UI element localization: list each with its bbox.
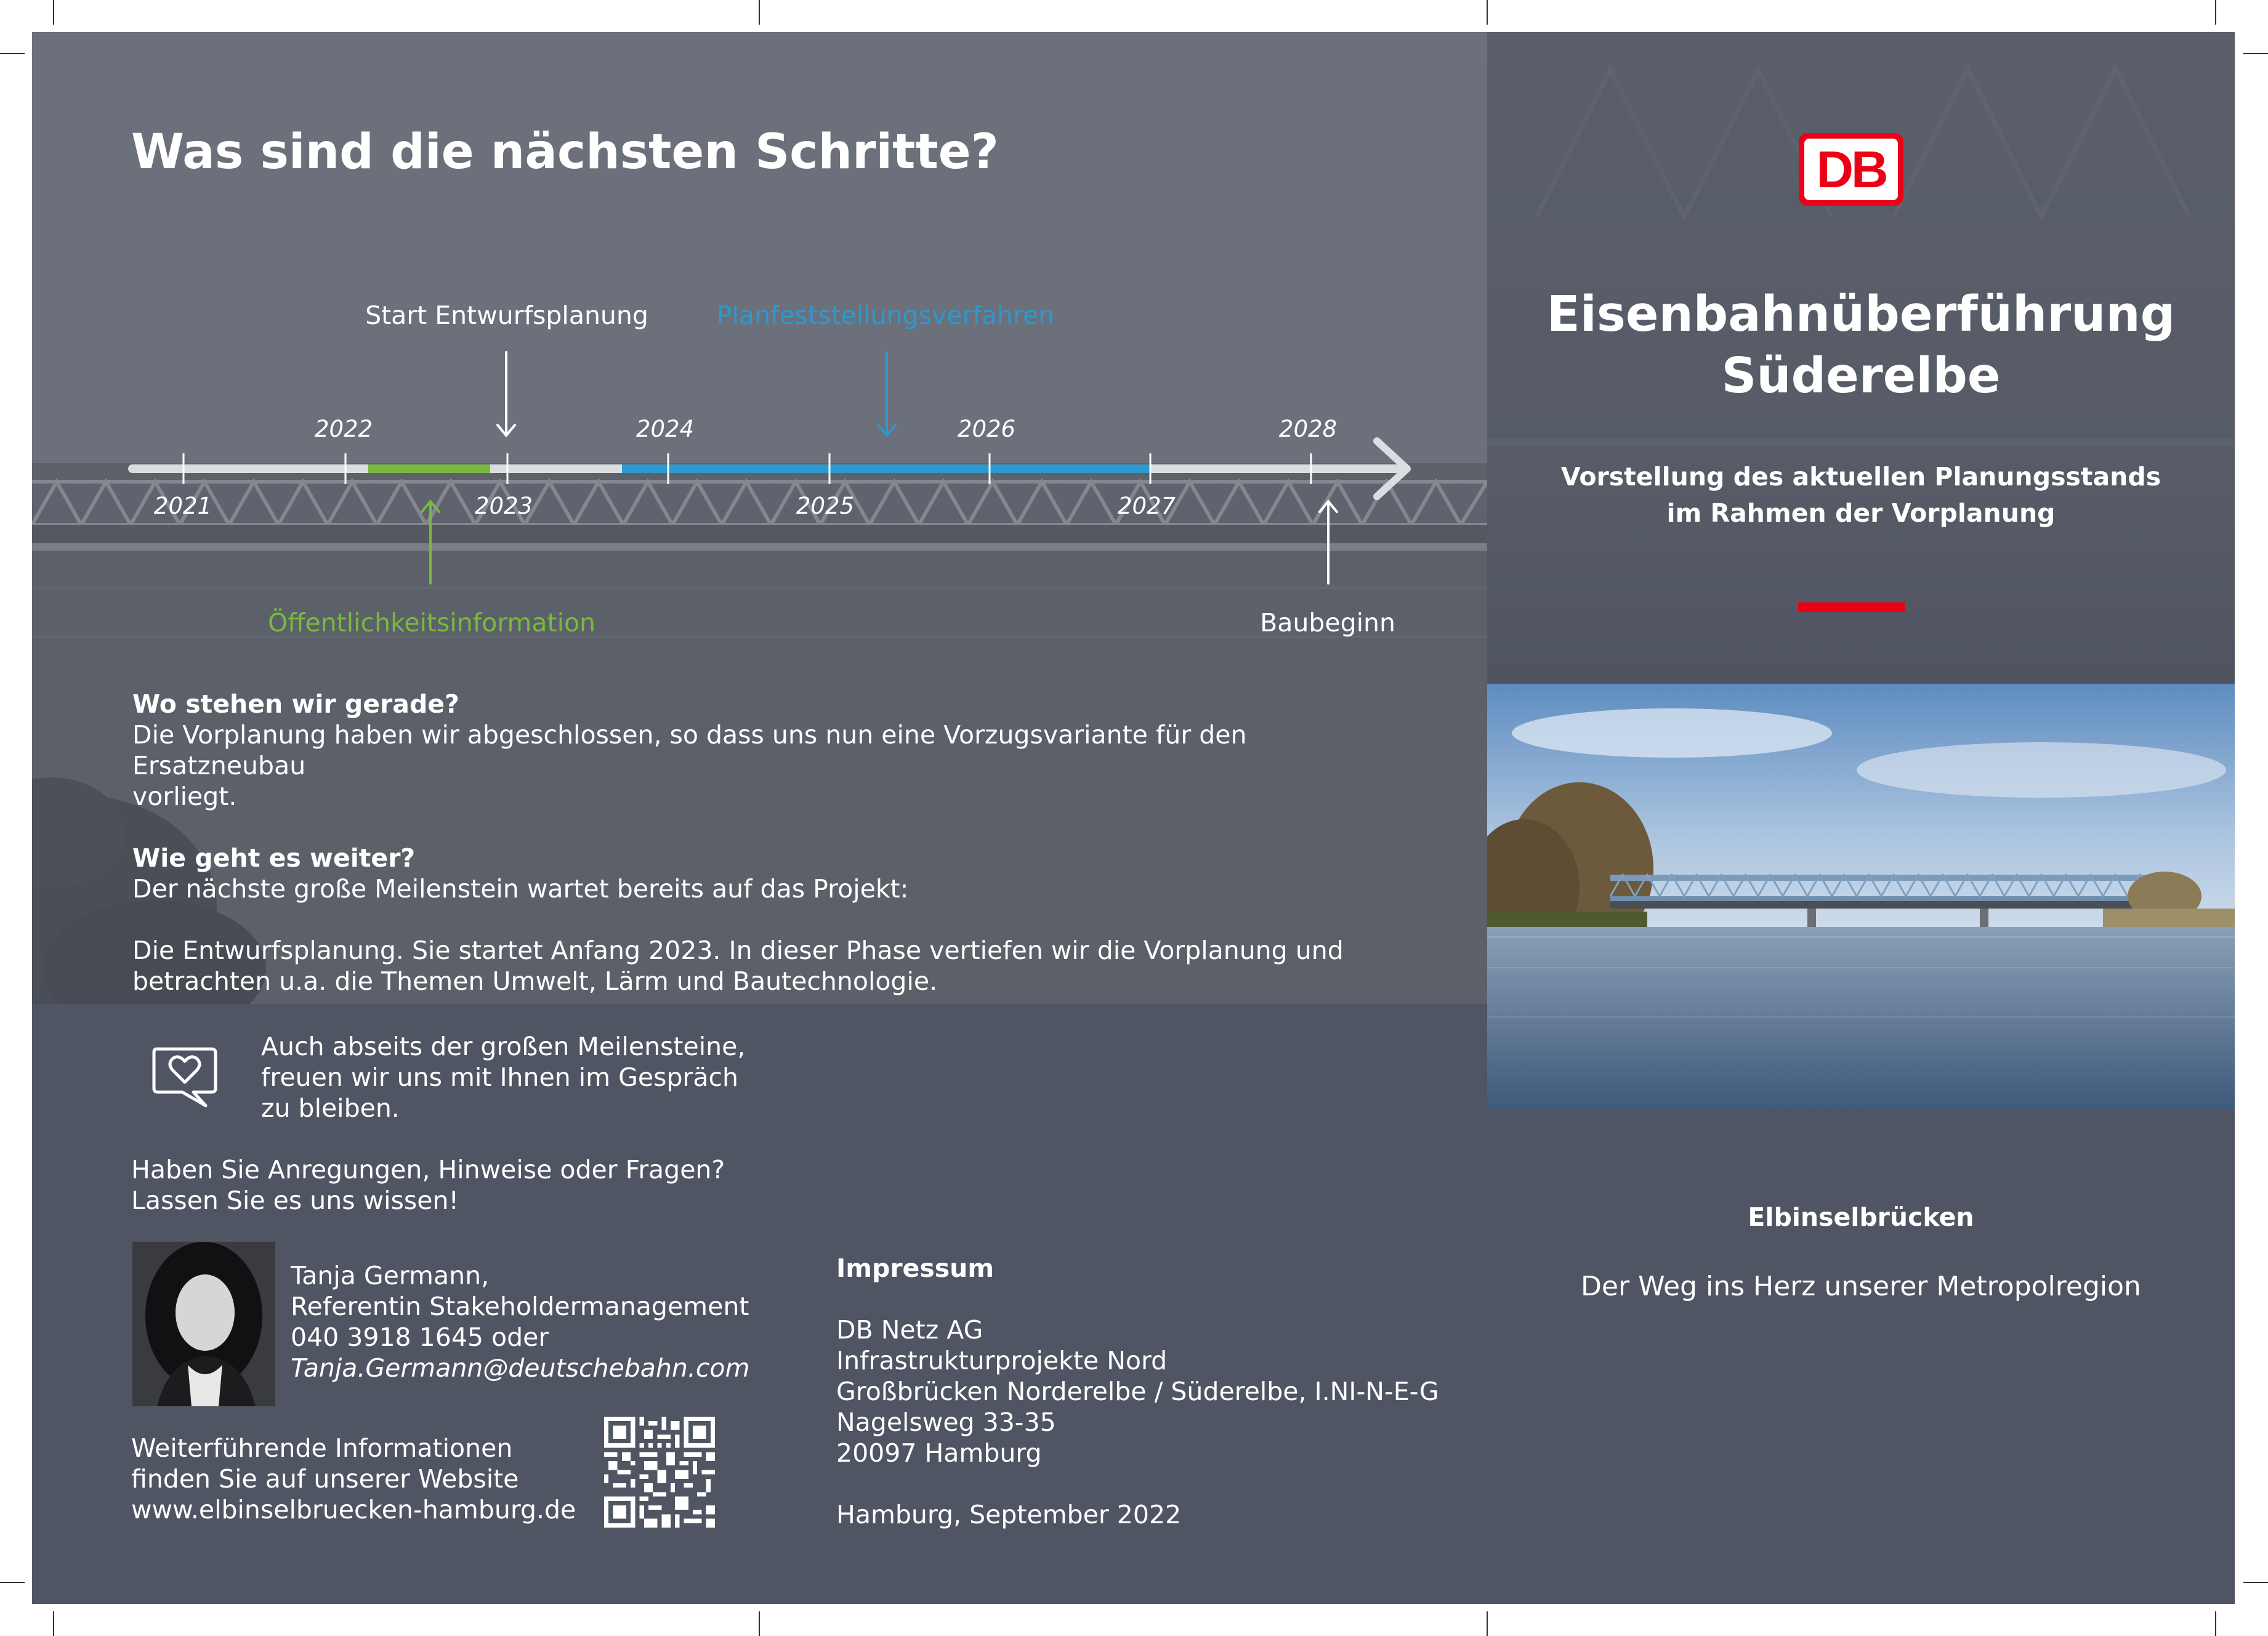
- cover-bridge-photo: [1487, 684, 2235, 1140]
- year-label-2023: 2023: [474, 493, 533, 519]
- year-label-2026: 2026: [957, 416, 1016, 442]
- cover-subtitle-line-2: im Rahmen der Vorplanung: [1666, 498, 2056, 528]
- contact-role: Referentin Stakeholdermanagement: [291, 1292, 749, 1321]
- left-panel: [32, 32, 1487, 1604]
- year-label-2027: 2027: [1117, 493, 1176, 519]
- crop-mark: [2215, 1611, 2216, 1636]
- website-line-2: finden Sie auf unserer Website: [131, 1464, 519, 1494]
- arrow-oeffentlichkeit: [422, 501, 439, 583]
- contact-email-link[interactable]: Tanja.Germann@deutschebahn.com: [291, 1353, 750, 1383]
- status-question-2: Wie geht es weiter?: [132, 843, 416, 873]
- dialog-text: [261, 1031, 745, 1124]
- milestone-planfeststellung: Planfeststellungsverfahren: [716, 301, 1055, 330]
- impressum-line-5: 20097 Hamburg: [836, 1438, 1042, 1468]
- project-name: Elbinselbrücken: [1748, 1202, 1974, 1232]
- crop-mark: [0, 53, 25, 54]
- impressum-title: Impressum: [836, 1253, 995, 1283]
- website-url-link[interactable]: www.elbinselbruecken-hamburg.de: [131, 1495, 576, 1525]
- milestone-start-entwurfsplanung: Start Entwurfsplanung: [365, 301, 648, 330]
- status-answer-1-line1: Die Vorplanung haben wir abgeschlossen, so dass uns nun eine Vorzugsvariante für den Ersatzneubau: [132, 720, 1247, 780]
- crop-mark: [53, 0, 54, 25]
- year-label-2021: 2021: [153, 493, 212, 519]
- red-accent-bar: [1798, 602, 1905, 612]
- crop-mark: [1487, 0, 1488, 25]
- db-logo-text: DB: [1816, 140, 1886, 198]
- milestone-oeffentlichkeit: Öffentlichkeitsinformation: [267, 608, 596, 638]
- arrow-start-entwurf: [498, 352, 515, 435]
- website-line-1: Weiterführende Informationen: [131, 1433, 513, 1463]
- impressum-line-1: DB Netz AG: [836, 1315, 983, 1345]
- crop-mark: [0, 1582, 25, 1583]
- impressum-date: Hamburg, September 2022: [836, 1500, 1182, 1529]
- impressum-line-2: Infrastrukturprojekte Nord: [836, 1346, 1168, 1375]
- status-answer-3-line1: Die Entwurfsplanung. Sie startet Anfang 2023. In dieser Phase vertiefen wir die Vorplanung und: [132, 936, 1344, 965]
- db-logo: [1799, 133, 1903, 206]
- website-info: [131, 1433, 576, 1525]
- contact-portrait: [132, 1242, 275, 1406]
- cover-title-line-2: Süderelbe: [1721, 347, 2001, 404]
- feedback-line-1: Haben Sie Anregungen, Hinweise oder Fragen?: [131, 1155, 725, 1184]
- arrow-baubeginn: [1320, 501, 1337, 583]
- year-label-2028: 2028: [1278, 416, 1338, 442]
- feedback-text: [131, 1154, 725, 1216]
- crop-mark: [2215, 0, 2216, 25]
- status-answer-1-line2: vorliegt.: [132, 782, 237, 811]
- cover-title-line-1: Eisenbahnüberführung: [1546, 286, 2176, 342]
- crop-mark: [2243, 1582, 2268, 1583]
- cover-title: [1487, 283, 2235, 407]
- dialog-line-2: freuen wir uns mit Ihnen im Gespräch: [261, 1063, 739, 1092]
- dialog-line-1: Auch abseits der großen Meilensteine,: [261, 1032, 746, 1061]
- crop-mark: [1487, 1611, 1488, 1636]
- cover-subtitle: [1487, 459, 2235, 532]
- arrow-planfeststellung: [878, 352, 895, 435]
- impressum-line-3: Großbrücken Norderelbe / Süderelbe, I.NI-N-E-G: [836, 1377, 1439, 1406]
- impressum-line-4: Nagelsweg 33-35: [836, 1407, 1056, 1437]
- contact-name: Tanja Germann,: [291, 1261, 490, 1290]
- project-tagline: Der Weg ins Herz unserer Metropolregion: [1581, 1271, 2141, 1302]
- dialog-line-3: zu bleiben.: [261, 1093, 400, 1123]
- status-question-1: Wo stehen wir gerade?: [132, 689, 459, 719]
- year-label-2024: 2024: [636, 416, 695, 442]
- cover-subtitle-line-1: Vorstellung des aktuellen Planungsstands: [1560, 462, 2161, 492]
- cover-header: [1487, 32, 2235, 684]
- status-answer-3-line2: betrachten u.a. die Themen Umwelt, Lärm und Bautechnologie.: [132, 966, 938, 996]
- year-label-2025: 2025: [796, 493, 855, 519]
- contact-phone[interactable]: 040 3918 1645 oder: [291, 1322, 549, 1352]
- timeline-graphic: [32, 32, 1487, 771]
- milestone-baubeginn: Baubeginn: [1260, 608, 1395, 638]
- crop-mark: [759, 1611, 760, 1636]
- page-heading: Was sind die nächsten Schritte?: [131, 124, 999, 180]
- crop-mark: [53, 1611, 54, 1636]
- contact-details: [291, 1260, 749, 1383]
- status-section: [132, 689, 1426, 997]
- impressum: [836, 1253, 1439, 1530]
- status-answer-2: Der nächste große Meilenstein wartet bereits auf das Projekt:: [132, 874, 909, 904]
- year-label-2022: 2022: [314, 416, 373, 442]
- crop-mark: [2243, 53, 2268, 54]
- feedback-line-2: Lassen Sie es uns wissen!: [131, 1186, 459, 1215]
- cover-panel: [1487, 32, 2235, 1604]
- chat-heart-icon: [150, 1045, 219, 1110]
- qr-code[interactable]: [604, 1417, 715, 1528]
- crop-mark: [759, 0, 760, 25]
